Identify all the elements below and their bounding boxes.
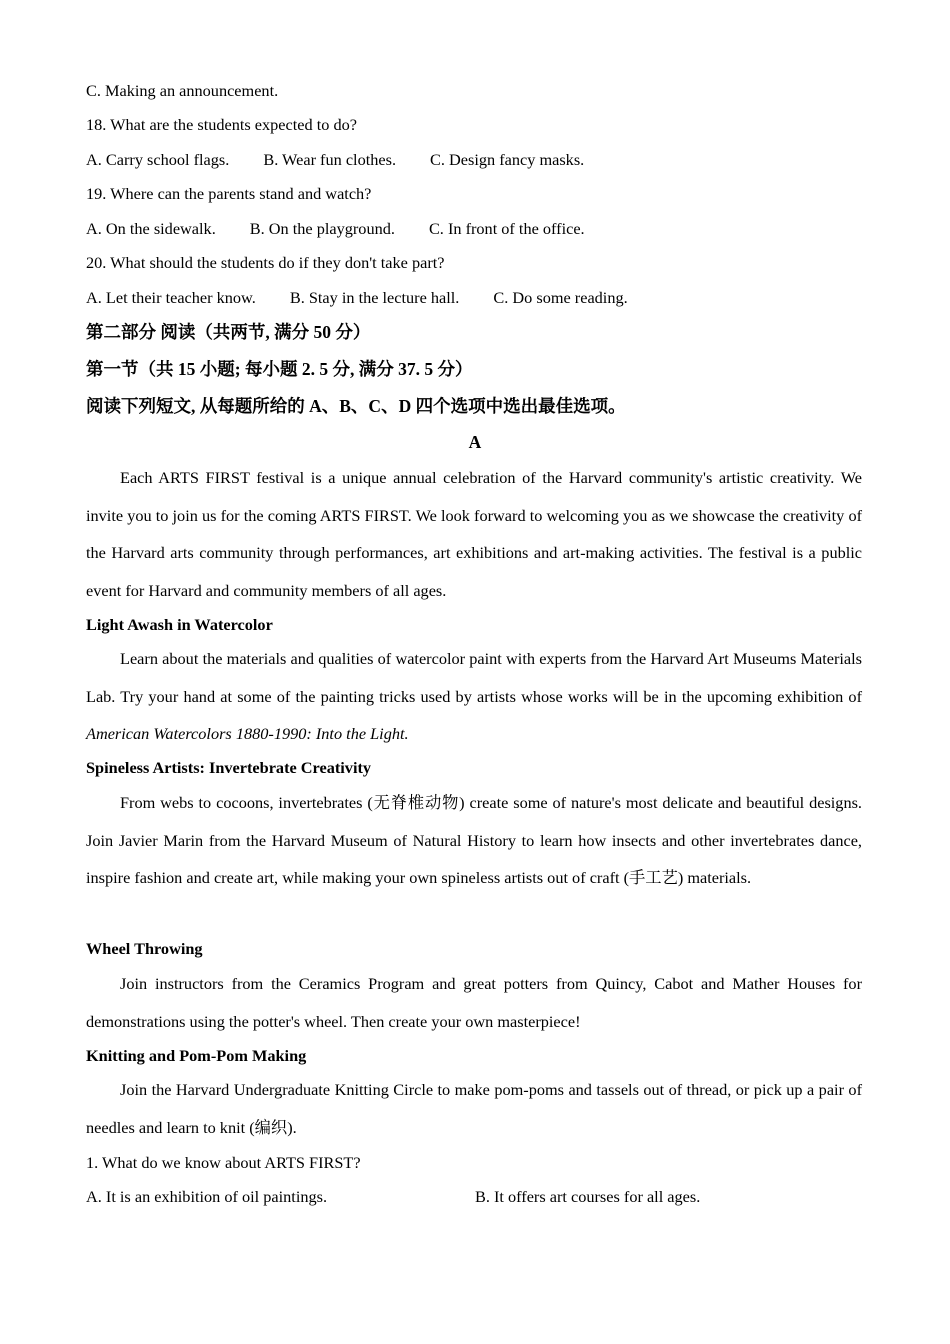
event-title: Wheel Throwing (86, 939, 203, 958)
q1-option-a: A. It is an exhibition of oil paintings. (86, 1187, 328, 1206)
q19-options (86, 219, 585, 239)
exhibition-title: American Watercolors 1880-1990: Into the Light. (86, 724, 409, 743)
event-description: Join the Harvard Undergraduate Knitting Circle to make pom-poms and tassels out of thread, or pick up a pair of needles and learn to knit (编织). (86, 1080, 862, 1137)
q19-option-c: C. In front of the office. (428, 219, 585, 238)
event-description: From webs to cocoons, invertebrates (无脊椎动物) create some of nature's most delicate and beautiful designs. Join Javier Marin from the Harvard Museum of Natural History to learn how insects and other invertebrates dance, inspire fashion and create art, while making your own spineless artists out of craft (手工艺) materials. (86, 793, 862, 887)
q20-option-b: B. Stay in the lecture hall. (289, 288, 460, 307)
instructions: 阅读下列短文, 从每题所给的 A、B、C、D 四个选项中选出最佳选项。 (86, 396, 626, 416)
q18-option-a: A. Carry school flags. (86, 150, 230, 169)
q19-option-a: A. On the sidewalk. (86, 219, 216, 238)
q18-question: 18. What are the students expected to do? (86, 115, 357, 134)
q20-option-c: C. Do some reading. (493, 288, 628, 307)
q20-options (86, 288, 628, 308)
q20-question: 20. What should the students do if they don't take part? (86, 253, 445, 272)
q1-option-b: B. It offers art courses for all ages. (475, 1187, 701, 1206)
event-text: Learn about the materials and qualities of watercolor paint with experts from the Harvard Art Museums Materials Lab. Try your hand at some of the painting tricks used by artists whose works will be in the upcoming exhibition of (86, 649, 862, 706)
q18-options (86, 150, 584, 170)
q1-question: 1. What do we know about ARTS FIRST? (86, 1153, 361, 1172)
q20-option-a: A. Let their teacher know. (86, 288, 256, 307)
q17-option-c: C. Making an announcement. (86, 81, 279, 100)
subsection-title: 第一节（共 15 小题; 每小题 2. 5 分, 满分 37. 5 分） (86, 359, 473, 379)
q18-option-b: B. Wear fun clothes. (263, 150, 397, 169)
event-description: Join instructors from the Ceramics Program and great potters from Quincy, Cabot and Mather Houses for demonstrations using the potter's wheel. Then create your own masterpiece! (86, 974, 862, 1031)
event-title: Knitting and Pom-Pom Making (86, 1046, 307, 1065)
section-title: 第二部分 阅读（共两节, 满分 50 分） (86, 322, 371, 342)
q19-question: 19. Where can the parents stand and watch? (86, 184, 372, 203)
event-description (86, 640, 862, 753)
event-title: Spineless Artists: Invertebrate Creativity (86, 758, 372, 777)
q18-option-c: C. Design fancy masks. (430, 150, 585, 169)
passage-label: A (468, 432, 482, 452)
event-title: Light Awash in Watercolor (86, 615, 273, 634)
intro-paragraph: Each ARTS FIRST festival is a unique annual celebration of the Harvard community's artistic creativity. We invite you to join us for the coming ARTS FIRST. We look forward to welcoming you as we showcase the creativity of the Harvard arts community through performances, art exhibitions and art-making activities. The festival is a public event for Harvard and community members of all ages. (86, 468, 862, 600)
q19-option-b: B. On the playground. (249, 219, 395, 238)
